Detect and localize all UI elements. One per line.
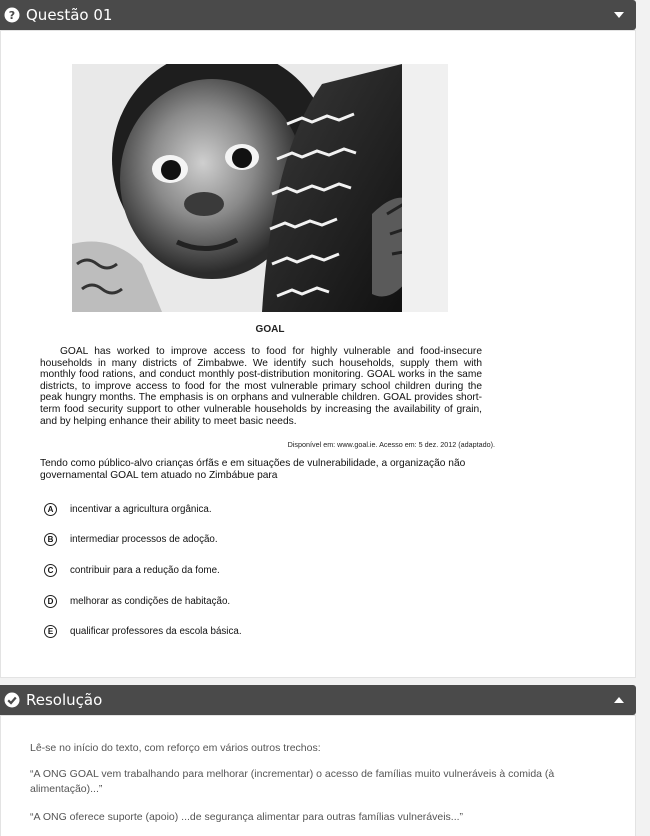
- option-text: intermediar processos de adoção.: [70, 533, 218, 545]
- resolution-line: Lê-se no início do texto, com reforço em vários outros trechos:: [30, 742, 321, 754]
- option-letter: E: [44, 625, 57, 638]
- question-text: Tendo como público-alvo crianças órfãs e em situações de vulnerabilidade, a organização não governamental GOAL tem atuado no Zimbábue para: [40, 458, 466, 481]
- article-source: Disponível em: www.goal.ie. Acesso em: 5 dez. 2012 (adaptado).: [287, 440, 495, 449]
- resolution-line: “A ONG oferece suporte (apoio) ...de segurança alimentar para outras famílias vulneráveis...”: [30, 811, 464, 823]
- option-d[interactable]: [44, 594, 230, 608]
- question-circle-icon: [4, 7, 20, 23]
- svg-text:?: ?: [8, 9, 16, 22]
- resolution-panel-header[interactable]: [0, 685, 636, 715]
- option-text: qualificar professores da escola básica.: [70, 625, 242, 637]
- check-circle-icon: [4, 692, 20, 708]
- option-letter: B: [44, 533, 57, 546]
- caret-down-icon[interactable]: [614, 11, 624, 19]
- caret-up-icon[interactable]: [614, 696, 624, 704]
- option-a[interactable]: [44, 502, 212, 516]
- question-panel-header[interactable]: [0, 0, 636, 30]
- question-panel-title: Questão 01: [26, 6, 113, 24]
- option-letter: C: [44, 564, 57, 577]
- option-letter: D: [44, 595, 57, 608]
- article-title: GOAL: [255, 324, 285, 335]
- option-text: incentivar a agricultura orgânica.: [70, 503, 212, 515]
- child-photo: [72, 64, 448, 312]
- article-body: GOAL has worked to improve access to food for highly vulnerable and food-insecure households in many districts of Zimbabwe. We identify such households, supply them with monthly food rations, and conduct monthly post-distribution monitoring. GOAL works in the same districts, to improve access to food for the most vulnerable primary school children during the peak hungry months. The emphasis is on orphans and vulnerable children. GOAL provides short-term food security support to other vulnerable households by increasing the availability of grain, and by helping enhance their ability to meet basic needs.: [40, 346, 482, 427]
- option-letter: A: [44, 503, 57, 516]
- resolution-line: “A ONG GOAL vem trabalhando para melhorar (incrementar) o acesso de famílias muito vulneráveis à comida (à alimentação)...”: [30, 768, 555, 795]
- resolution-panel-title: Resolução: [26, 691, 103, 709]
- option-text: melhorar as condições de habitação.: [70, 595, 231, 607]
- option-c[interactable]: [44, 563, 220, 577]
- option-e[interactable]: [44, 624, 242, 638]
- option-b[interactable]: [44, 532, 218, 546]
- option-text: contribuir para a redução da fome.: [70, 564, 220, 576]
